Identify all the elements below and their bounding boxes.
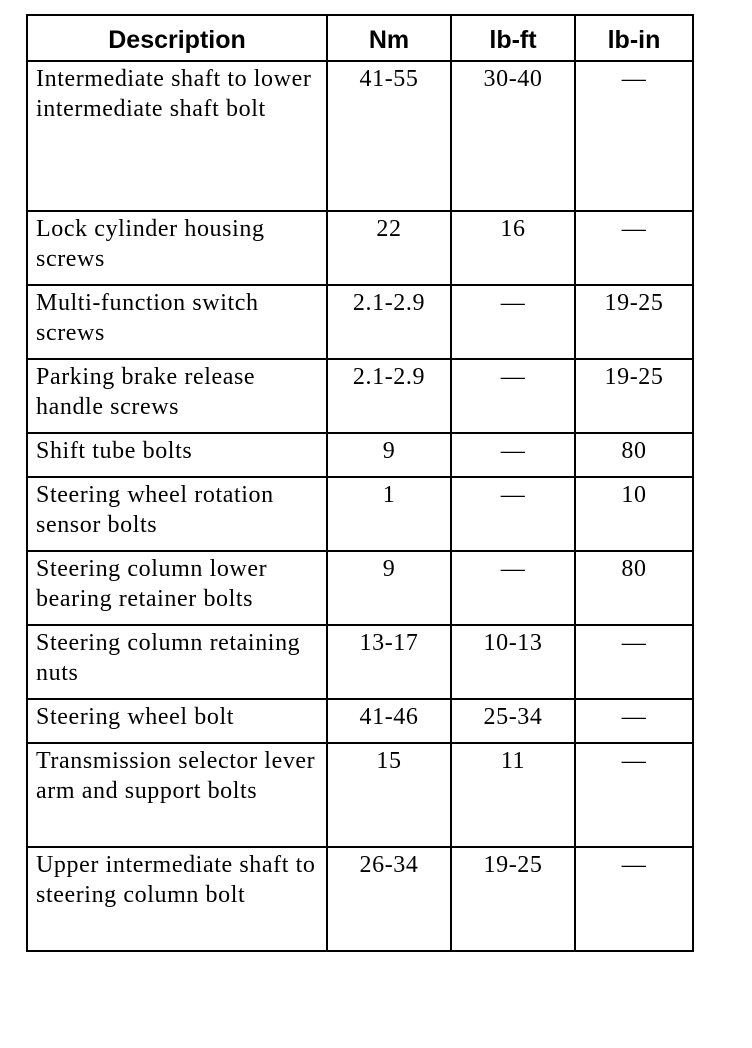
cell-lbin: —	[575, 743, 693, 847]
table-row	[27, 433, 693, 477]
cell-lbin: 80	[575, 551, 693, 625]
cell-nm: 9	[327, 433, 451, 477]
cell-description: Transmission selector lever arm and support bolts	[27, 743, 327, 847]
table-row	[27, 477, 693, 551]
cell-lbft: —	[451, 477, 575, 551]
cell-description: Steering column lower bearing retainer bolts	[27, 551, 327, 625]
cell-lbin: 10	[575, 477, 693, 551]
cell-nm: 2.1-2.9	[327, 285, 451, 359]
cell-nm: 26-34	[327, 847, 451, 951]
cell-description: Steering wheel bolt	[27, 699, 327, 743]
cell-lbft: —	[451, 551, 575, 625]
header-nm: Nm	[327, 15, 451, 61]
table-row	[27, 551, 693, 625]
cell-nm: 13-17	[327, 625, 451, 699]
cell-lbft: 11	[451, 743, 575, 847]
table-row	[27, 743, 693, 847]
cell-nm: 22	[327, 211, 451, 285]
cell-lbin: —	[575, 625, 693, 699]
table-row	[27, 359, 693, 433]
cell-lbft: —	[451, 359, 575, 433]
cell-lbft: 10-13	[451, 625, 575, 699]
table-row	[27, 211, 693, 285]
header-description: Description	[27, 15, 327, 61]
cell-lbft: 16	[451, 211, 575, 285]
cell-nm: 41-55	[327, 61, 451, 211]
cell-nm: 41-46	[327, 699, 451, 743]
cell-lbft: —	[451, 285, 575, 359]
cell-description: Steering column retaining nuts	[27, 625, 327, 699]
cell-description: Parking brake release handle screws	[27, 359, 327, 433]
header-lbin: lb-in	[575, 15, 693, 61]
cell-description: Intermediate shaft to lower intermediate shaft bolt	[27, 61, 327, 211]
header-lbft: lb-ft	[451, 15, 575, 61]
cell-nm: 2.1-2.9	[327, 359, 451, 433]
cell-lbin: —	[575, 211, 693, 285]
table-row	[27, 625, 693, 699]
cell-lbin: —	[575, 847, 693, 951]
cell-nm: 9	[327, 551, 451, 625]
table-header-row	[27, 15, 693, 61]
cell-lbft: 19-25	[451, 847, 575, 951]
cell-description: Steering wheel rotation sensor bolts	[27, 477, 327, 551]
cell-nm: 15	[327, 743, 451, 847]
cell-description: Lock cylinder housing screws	[27, 211, 327, 285]
cell-lbin: 80	[575, 433, 693, 477]
cell-lbft: 25-34	[451, 699, 575, 743]
cell-lbin: 19-25	[575, 285, 693, 359]
cell-lbin: —	[575, 61, 693, 211]
torque-spec-table	[26, 14, 694, 952]
cell-lbin: —	[575, 699, 693, 743]
cell-nm: 1	[327, 477, 451, 551]
table-row	[27, 285, 693, 359]
table-row	[27, 699, 693, 743]
cell-description: Shift tube bolts	[27, 433, 327, 477]
cell-description: Multi-function switch screws	[27, 285, 327, 359]
table-row	[27, 847, 693, 951]
cell-lbft: —	[451, 433, 575, 477]
cell-description: Upper intermediate shaft to steering column bolt	[27, 847, 327, 951]
cell-lbft: 30-40	[451, 61, 575, 211]
cell-lbin: 19-25	[575, 359, 693, 433]
table-row	[27, 61, 693, 211]
